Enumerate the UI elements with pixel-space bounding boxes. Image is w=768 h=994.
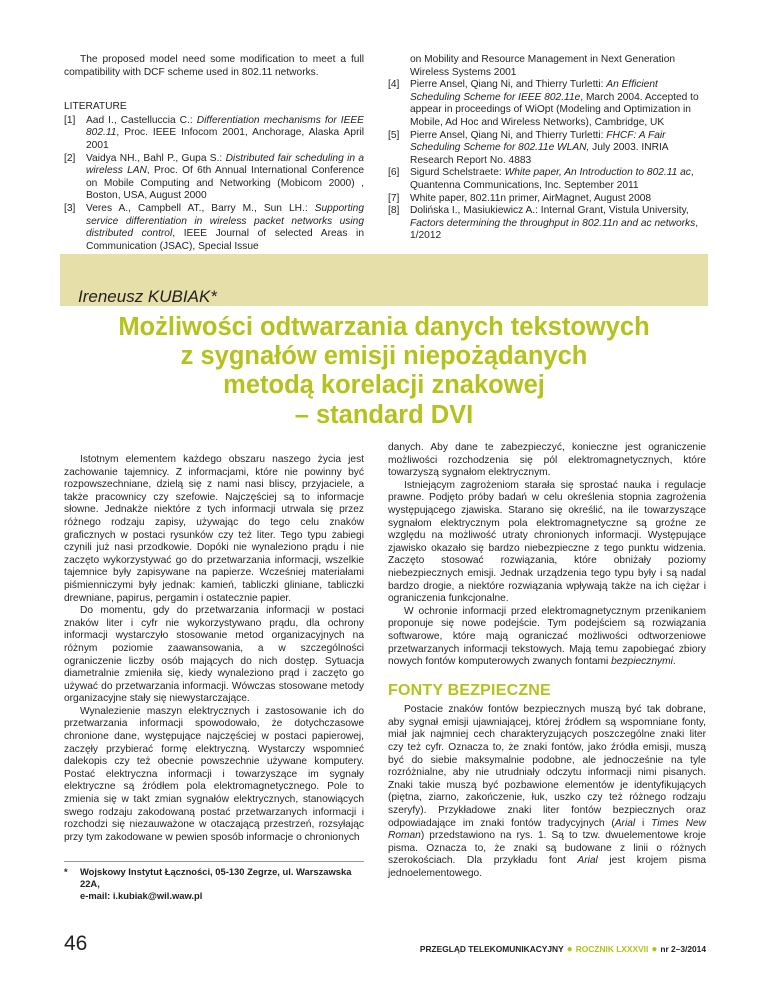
footnote-divider (64, 861, 364, 862)
reference-item (388, 193, 706, 206)
reference-authors: Aad I., Castelluccia C.: (86, 114, 197, 126)
reference-source: , 1/2012 (410, 217, 699, 242)
article-body-right-column (388, 442, 706, 881)
reference-authors: Sigurd Schelstraete: (410, 167, 505, 179)
reference-authors: Pierre Ansel, Qiang Ni, and Thierry Turletti: (410, 79, 607, 91)
reference-item (64, 153, 364, 203)
article-title (60, 313, 708, 430)
reference-item (64, 203, 364, 253)
reference-number: [6] (388, 167, 400, 179)
journal-name: PRZEGLĄD TELEKOMUNIKACYJNY (419, 944, 564, 954)
title-line: – standard DVI (294, 400, 474, 429)
reference-source: July 2003. INRIA Research Report No. 4883 (410, 142, 669, 166)
page-number: 46 (64, 932, 88, 955)
author-name: Ireneusz KUBIAK* (78, 287, 217, 306)
reference-number: [5] (388, 129, 400, 141)
reference-item (64, 115, 364, 153)
reference-number: [7] (388, 192, 400, 204)
author-footnote (64, 866, 364, 902)
reference-authors: Vaidya NH., Bahl P., Gupa S.: (86, 152, 226, 164)
body-paragraph: Istotnym elementem każdego obszaru naszego życia jest zachowanie tajemnicy. Z informacjami, które nie powinny być rozpowszechniane, dzielą się z nami nasi bliscy, przyjaciele, a także pracownicy czy szefowie. Najczęściej są to informacje słowne. Jednakże niektóre z tych informacji utrwala się przez różnego rodzaju zapisy, używając do tego celu znaków graficznych w postaci rysunków czy też liter. Tego typu zabiegi czynili już nasi przodkowie. Dopóki nie wynaleziono prądu i nie zaczęto wykorzystywać go do przetwarzania informacji, wszelkie tajemnice były zapisywane na papierze. Wcześniej materiałami piśmienniczymi były jednak: kamień, tabliczki gliniane, tabliczki drewniane, papirus, pergamin i ostatecznie papier. (64, 454, 364, 604)
reference-source: , Proc. Of 6th Annual International Conference on Mobile Computing and Networking (Mobicom 2000) , Boston, USA, August 2000 (86, 165, 365, 202)
journal-footer (420, 944, 706, 955)
previous-article-conclusion: The proposed model need some modification to meet a full compatibility with DCF scheme used in 802.11 networks. (64, 54, 364, 78)
body-paragraph: Wynalezienie maszyn elektrycznych i zastosowanie ich do przetwarzania informacji spowodowało, że dotychczasowe chronione dane, występujące najczęściej w postaci papierowej, zaczęły przybierać formę elektryczną. Wystarczy wspomnieć dalekopis czy też obecnie powszechnie używane komputery. Postać elektryczna informacji i towarzyszące im sygnały elektryczne są źródłem pola elektromagnetycznego. Pole to zmienia się w takt zmian sygnałów elektrycznych, stanowiących swego rodzaju zakodowaną postać przetwarzanych informacji i rozchodzi się niezauważone w otaczającą przestrzeń, rozsyłając przy tym zakodowane w pewien sposób informacje o chronionych (64, 705, 364, 843)
reference-title: An Efficient Scheduling Scheme for IEEE 802.11e (410, 79, 658, 103)
reference-number: [1] (64, 114, 76, 126)
reference-authors: Dolińska I., Masiukiewicz A.: Internal Grant, Vistula University, (410, 205, 689, 217)
reference-title: Distributed fair scheduling in a wireless LAN (86, 152, 364, 177)
reference-item (388, 79, 706, 129)
reference-number: [3] (64, 202, 76, 214)
body-paragraph: danych. Aby dane te zabezpieczyć, konieczne jest ograniczenie możliwości rozchodzenia się pól elektromagnetycznych, które towarzyszą sygnałom elektrycznym. (388, 442, 706, 479)
reference-continuation: on Mobility and Resource Management in Next Generation Wireless Systems 2001 (410, 54, 676, 78)
body-paragraph: Do momentu, gdy do przetwarzania informacji w postaci znaków liter i cyfr nie wykorzystywano prądu, dla ochrony informacji wystarczyło stosowanie metod organizacyjnych na różnym poziomie zaawansowania, a w szczególności ograniczenie liczby osób mających do nich dostęp. Sytuacja diametralnie zmieniła się, kiedy wynaleziono prąd i zaczęto go używać do przetwarzania informacji. Wówczas stosowane metody organizacyjne stały się niewystarczające. (64, 605, 364, 705)
reference-number: [8] (388, 205, 400, 217)
body-paragraph: W ochronie informacji przed elektromagnetycznym przenikaniem proponuje się nowe podejście. Tym podejściem są rozwiązania softwarowe, które mają ograniczać możliwości odtworzeniowe przetwarzanych informacji tekstowych. Mają temu zapobiegać zbiory nowych fontów komputerowych zwanych fontami bezpiecznymi. (388, 605, 706, 668)
bullet-icon: ● (566, 944, 573, 955)
previous-article-left-column (64, 54, 364, 253)
reference-source: , March 2004. Accepted to appear in proceedings of WiOpt (Modeling and Optimization in Mobile, Ad Hoc and Wireless Networks), Cambridge, UK (410, 91, 699, 128)
reference-source: , Quantenna Communications, Inc. September 2011 (410, 167, 694, 191)
reference-number: [2] (64, 152, 76, 164)
article-body-left-column (64, 454, 364, 844)
reference-item (388, 167, 706, 192)
journal-issue: nr 2–3/2014 (660, 944, 706, 954)
title-line: Możliwości odtwarzania danych tekstowych (118, 313, 650, 341)
bullet-icon: ● (651, 944, 658, 955)
footnote-affiliation: Wojskowy Instytut Łączności, 05-130 Zegrze, ul. Warszawska 22A, (80, 866, 352, 889)
reference-authors: Pierre Ansel, Qiang Ni, and Thierry Turletti: (410, 129, 607, 141)
reference-title: FHCF: A Fair Scheduling Scheme for 802.11e WLAN, (410, 129, 666, 154)
reference-number: [4] (388, 79, 400, 91)
title-line: metodą korelacji znakowej (223, 371, 545, 400)
body-paragraph: Postacie znaków fontów bezpiecznych muszą być tak dobrane, aby sygnał emisji ujawniającej, której źródłem są wspomniane fonty, miał jak najmniej cech charakteryzujących poszczególne znaki liter czy też cyfr. Oznacza to, że znaki fontów, jako źródła emisji, muszą być do siebie maksymalnie podobne, ale jednocześnie na tyle rozróżnialne, aby nie utrudniały odczytu informacji nimi pisanych. Znaki takie muszą być pozbawione elementów je identyfikujących (piętna, ziarno, zakończenie, łuk, uszko czy też różnego rodzaju szeryfy). Przykładowe znaki liter fontów bezpiecznych oraz odpowiadające im znaki fontów tradycyjnych (Arial i Times New Roman) przedstawiono na rys. 1. Są to tzw. dwuelementowe kroje pisma. Oznacza to, że znaki są budowane z linii o różnych szerokościach. Dla przykładu font Arial jest krojem pisma jednoelementowego. (388, 704, 706, 879)
journal-volume: ROCZNIK LXXXVII (575, 944, 649, 954)
reference-title: White paper, An Introduction to 802.11 ac (504, 167, 691, 179)
previous-article-right-column (388, 54, 706, 243)
footnote-mark: * (64, 866, 68, 877)
reference-item (388, 205, 706, 243)
reference-title: Factors determining the throughput in 802.11n and ac networks (410, 217, 696, 229)
title-line: z sygnałów emisji niepożądanych (180, 342, 588, 371)
footnote-email: e-mail: i.kubiak@wil.waw.pl (80, 890, 203, 901)
body-paragraph: Istniejącym zagrożeniom starała się sprostać nauka i regulacje prawne. Podjęto próby badań w celu określenia stopnia zagrożenia występującego zjawiska. Starano się określić, na ile towarzyszące sygnałom elektrycznym pola elektromagnetyczne są groźne ze względu na możliwość utraty chronionych informacji. Występujące zjawisko okazało się bardzo niebezpieczne z tego punktu widzenia. Zaczęto stosować rozwiązania, które obniżały poziomy niebezpiecznych emisji. Jednak urządzenia tego typu były i są nadal bardzo drogie, a niektóre rozwiązania wpływają także na ich ciężar i ograniczenia funkcjonalne. (388, 479, 706, 605)
literature-heading: LITERATURE (64, 101, 127, 113)
reference-title: Differentiation mechanisms for IEEE 802.11 (86, 114, 364, 139)
reference-source: , IEEE Journal of selected Areas in Communication (JSAC), Special Issue (86, 228, 364, 252)
reference-item (388, 130, 706, 168)
reference-source: , Proc. IEEE Infocom 2001, Anchorage, Alaska April 2001 (86, 127, 364, 151)
section-heading: FONTY BEZPIECZNE (388, 681, 551, 699)
reference-title: Supporting service differentiation in wireless packet networks using distributed control (86, 202, 364, 240)
reference-authors: White paper, 802.11n primer, AirMagnet, August 2008 (410, 192, 652, 204)
reference-authors: Veres A., Campbell AT., Barry M., Sun LH.: (86, 202, 315, 214)
